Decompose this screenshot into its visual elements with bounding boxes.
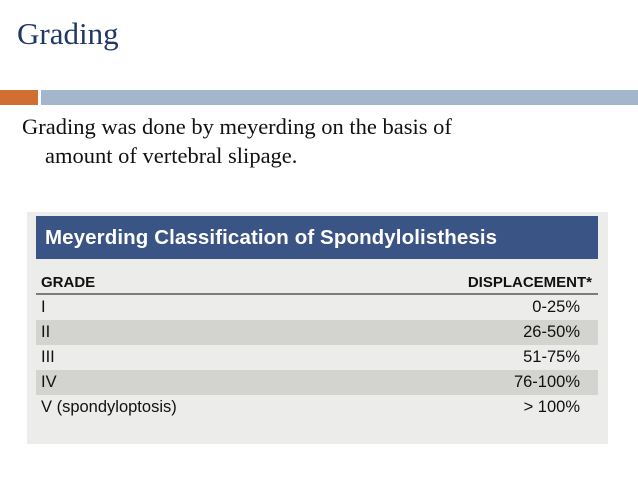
table-title: Meyerding Classification of Spondylolisthesis	[36, 216, 598, 259]
slide-title: Grading	[17, 16, 119, 51]
table-row	[36, 295, 598, 320]
displacement-cell: 0-25%	[532, 298, 580, 316]
grade-cell: III	[41, 348, 55, 366]
displacement-cell: 51-75%	[523, 348, 580, 366]
grade-cell: I	[41, 298, 46, 316]
grade-cell: II	[41, 323, 51, 341]
accent-bar-orange	[0, 90, 38, 105]
body-paragraph	[22, 112, 622, 170]
displacement-cell: 76-100%	[513, 373, 580, 391]
table-body	[36, 271, 598, 420]
column-header-displacement: DISPLACEMENT*	[467, 274, 592, 291]
displacement-cell: 26-50%	[523, 323, 580, 341]
grade-cell: IV	[41, 373, 57, 391]
table-row	[36, 320, 598, 345]
table-column-headers	[36, 271, 598, 295]
table-row	[36, 345, 598, 370]
table-row	[36, 370, 598, 395]
displacement-cell: > 100%	[523, 398, 580, 416]
column-header-grade: GRADE	[41, 274, 96, 291]
body-text-line-1: Grading was done by meyerding on the basis of	[22, 114, 452, 139]
grade-cell: V (spondyloptosis)	[41, 398, 177, 416]
meyerding-table	[27, 212, 608, 444]
body-text-line-2: amount of vertebral slipage.	[45, 143, 298, 168]
table-row	[36, 395, 598, 420]
accent-bar-blue	[41, 90, 638, 105]
